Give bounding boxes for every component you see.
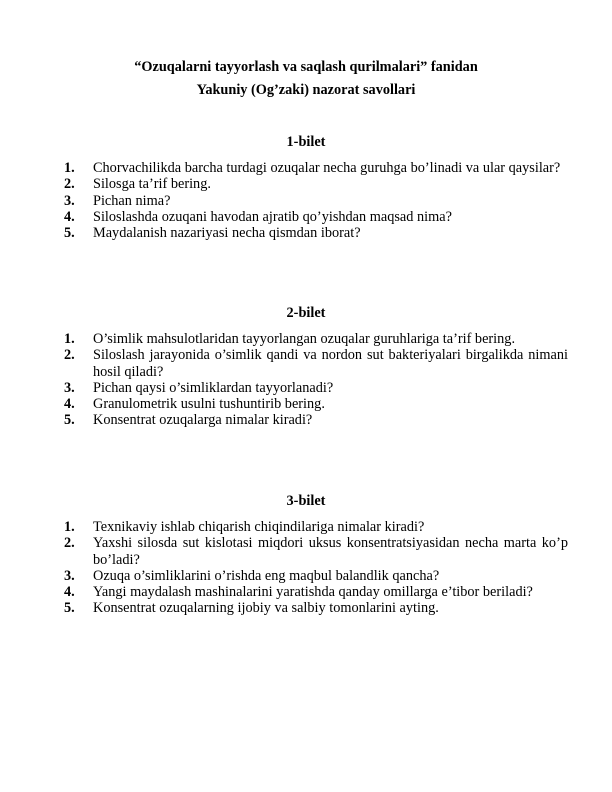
question-item — [64, 347, 568, 380]
question-item — [64, 396, 568, 412]
question-item — [64, 176, 568, 192]
bilet-2-heading: 2-bilet — [286, 305, 326, 321]
question-item — [64, 209, 568, 225]
question-text: Yangi maydalash mashinalarini yaratishda qanday omillarga e’tibor beriladi? — [93, 584, 533, 601]
question-text: Pichan nima? — [93, 192, 171, 209]
question-text: O’simlik mahsulotlaridan tayyorlangan ozuqalar guruhlariga ta’rif bering. — [93, 331, 516, 347]
bilet-3-question-list — [64, 519, 568, 617]
question-number: 2. — [64, 347, 75, 364]
question-text: Pichan qaysi o’simliklardan tayyorlanadi? — [93, 379, 334, 396]
document-title: “Ozuqalarni tayyorlash va saqlash qurilmalari” fanidan — [134, 59, 478, 75]
question-item — [64, 519, 568, 535]
question-number: 3. — [64, 567, 75, 584]
bilet-3-heading: 3-bilet — [286, 493, 326, 509]
question-text: Maydalanish nazariyasi necha qismdan iborat? — [93, 225, 361, 242]
question-number: 3. — [64, 192, 75, 209]
question-number: 1. — [64, 519, 75, 535]
question-number: 2. — [64, 176, 75, 193]
question-text: Yaxshi silosda sut kislotasi miqdori uksus konsentratsiyasidan necha marta ko’p bo’ladi? — [93, 535, 568, 568]
question-item — [64, 535, 568, 568]
question-text: Texnikaviy ishlab chiqarish chiqindilariga nimalar kiradi? — [93, 519, 425, 535]
question-text: Granulometrik usulni tushuntirib bering. — [93, 396, 325, 413]
question-text: Silosga ta’rif bering. — [93, 176, 211, 193]
question-number: 1. — [64, 331, 75, 347]
bilet-1-question-list — [64, 160, 568, 241]
question-number: 5. — [64, 225, 75, 242]
question-item — [64, 600, 568, 616]
bilet-1-heading: 1-bilet — [286, 134, 326, 150]
question-item — [64, 568, 568, 584]
bilet-2-question-list — [64, 331, 568, 429]
question-item — [64, 412, 568, 428]
question-item — [64, 331, 568, 347]
question-number: 1. — [64, 160, 75, 176]
question-number: 4. — [64, 396, 75, 413]
question-number: 2. — [64, 535, 75, 552]
question-text: Siloslash jarayonida o’simlik qandi va nordon sut bakteriyalari birgalikda nimani hosil qiladi? — [93, 347, 568, 380]
question-text: Chorvachilikda barcha turdagi ozuqalar necha guruhga bo’linadi va ular qaysilar? — [93, 160, 561, 176]
question-item — [64, 584, 568, 600]
question-number: 5. — [64, 412, 75, 429]
question-item — [64, 225, 568, 241]
document-subtitle: Yakuniy (Og’zaki) nazorat savollari — [196, 82, 416, 98]
question-text: Siloslashda ozuqani havodan ajratib qo’yishdan maqsad nima? — [93, 208, 452, 225]
question-item — [64, 380, 568, 396]
question-number: 3. — [64, 379, 75, 396]
question-text: Konsentrat ozuqalarga nimalar kiradi? — [93, 412, 313, 429]
question-number: 4. — [64, 208, 75, 225]
question-item — [64, 160, 568, 176]
question-text: Konsentrat ozuqalarning ijobiy va salbiy tomonlarini ayting. — [93, 600, 439, 617]
question-item — [64, 193, 568, 209]
question-text: Ozuqa o’simliklarini o’rishda eng maqbul balandlik qancha? — [93, 567, 440, 584]
question-number: 4. — [64, 584, 75, 601]
question-number: 5. — [64, 600, 75, 617]
